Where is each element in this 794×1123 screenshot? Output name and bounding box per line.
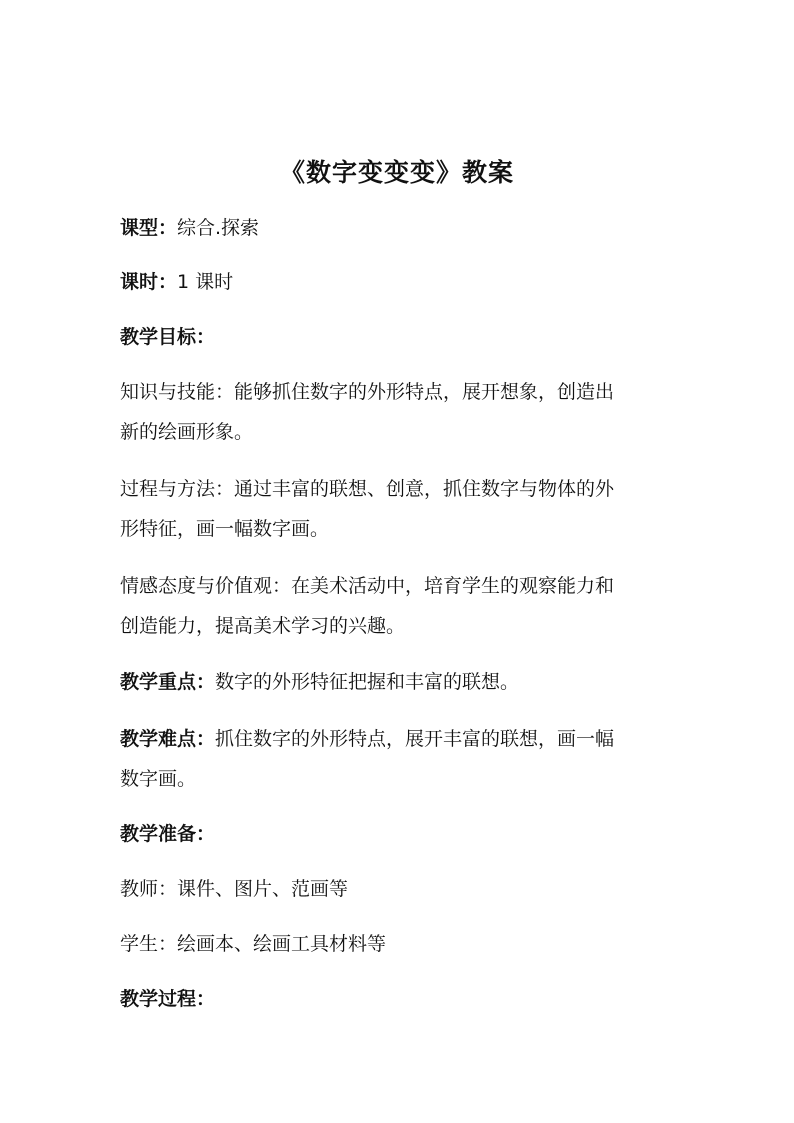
class-hours-line	[120, 268, 680, 296]
objective-process-line2: 形特征，画一幅数字画。	[120, 518, 330, 540]
class-hours-value: 1 课时	[177, 271, 234, 293]
objective-emotion-line1: 情感态度与价值观：在美术活动中，培育学生的观察能力和	[120, 575, 615, 597]
preparation-teacher: 教师：课件、图片、范画等	[120, 878, 349, 900]
key-points-value: 数字的外形特征把握和丰富的联想。	[215, 671, 520, 693]
difficulties-line2: 数字画。	[120, 768, 197, 790]
key-points-label: 教学重点：	[120, 671, 216, 693]
preparation-heading: 教学准备：	[120, 823, 216, 845]
objectives-heading: 教学目标：	[120, 326, 216, 348]
course-type-line	[120, 214, 680, 242]
difficulties-line1	[120, 725, 680, 753]
objective-emotion-line2: 创造能力，提高美术学习的兴趣。	[120, 615, 406, 637]
preparation-student: 学生：绘画本、绘画工具材料等	[120, 933, 387, 955]
difficulties-label: 教学难点：	[120, 728, 216, 750]
key-points-line	[120, 668, 680, 696]
course-type-value: 综合.探索	[177, 217, 260, 239]
document-title: 《数字变变变》教案	[279, 158, 514, 187]
difficulties-text: 抓住数字的外形特点，展开丰富的联想，画一幅	[215, 728, 615, 750]
objective-knowledge-line1: 知识与技能：能够抓住数字的外形特点，展开想象，创造出	[120, 381, 615, 403]
class-hours-label: 课时：	[120, 271, 178, 293]
objective-knowledge-line2: 新的绘画形象。	[120, 421, 254, 443]
process-heading: 教学过程：	[120, 988, 216, 1010]
course-type-label: 课型：	[120, 217, 178, 239]
objective-process-line1: 过程与方法：通过丰富的联想、创意，抓住数字与物体的外	[120, 478, 615, 500]
